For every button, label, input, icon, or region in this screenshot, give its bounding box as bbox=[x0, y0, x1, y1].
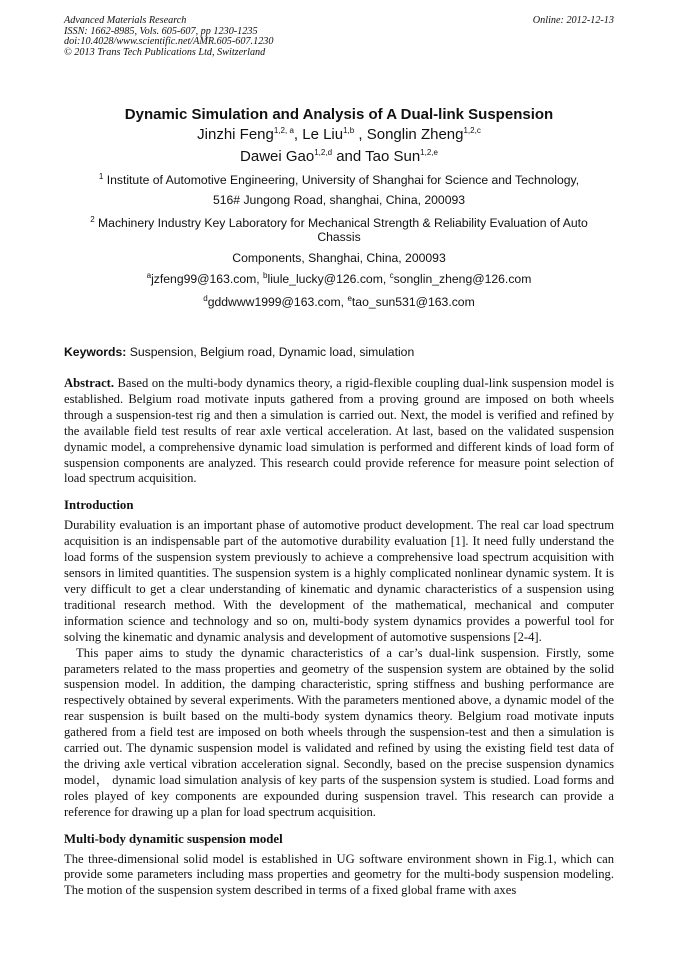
authors-line-1 bbox=[64, 124, 614, 146]
author-name: Dawei Gao bbox=[240, 148, 315, 165]
online-date: Online: 2012-12-13 bbox=[532, 15, 614, 26]
affiliation-address: Components, Shanghai, China, 200093 bbox=[232, 251, 446, 265]
author-sup: 1,2, a bbox=[273, 126, 294, 135]
author-sup: 1,2,c bbox=[463, 126, 481, 135]
affiliation-sup: 2 bbox=[90, 214, 95, 224]
email: jzfeng99@163.com, bbox=[151, 272, 264, 286]
email-sup: b bbox=[263, 270, 268, 280]
affiliation-text-cont: Chassis bbox=[317, 230, 361, 244]
keywords-label: Keywords: bbox=[64, 345, 127, 359]
journal-header bbox=[64, 16, 614, 58]
abstract-label: Abstract. bbox=[64, 376, 115, 390]
doi-line: doi:10.4028/www.scientific.net/AMR.605-607.1230 bbox=[64, 36, 274, 47]
abstract bbox=[64, 376, 614, 487]
email: tao_sun531@163.com bbox=[351, 295, 475, 309]
email-sup: c bbox=[389, 270, 394, 280]
author-name: , Le Liu bbox=[293, 126, 344, 143]
affiliation-text: Machinery Industry Key Laboratory for Mechanical Strength & Reliability Evaluation of Auto bbox=[94, 216, 588, 230]
emails-line-2 bbox=[64, 291, 614, 314]
author-name: and Tao Sun bbox=[332, 148, 421, 165]
email-sup: a bbox=[146, 270, 152, 280]
email: liule_lucky@126.com, bbox=[267, 272, 390, 286]
affiliation-address: 516# Jungong Road, shanghai, China, 200093 bbox=[212, 193, 466, 207]
abstract-text: Based on the multi-body dynamics theory, a rigid-flexible coupling dual-link suspension model is established. Belgium road motivate inputs gathered from a proving ground are imposed on both wheels through a suspension-test rig and then a simulation is carried out. Next, the model is verified and refined by the available field test results of rear axle vertical acceleration. At last, based on the validated suspension dynamic model, a comprehensive dynamic load simulation is performed and different kinds of load form of suspension components are analyzed. This research could provide reference for measure point selection of load spectrum acquisition. bbox=[64, 376, 614, 486]
keywords bbox=[64, 344, 614, 360]
email-sup: e bbox=[347, 293, 352, 303]
issn-line: ISSN: 1662-8985, Vols. 605-607, pp 1230-1235 bbox=[64, 25, 258, 37]
keywords-text: Suspension, Belgium road, Dynamic load, simulation bbox=[126, 345, 415, 359]
copyright-line: © 2013 Trans Tech Publications Ltd, Switzerland bbox=[64, 46, 266, 58]
affiliation-1 bbox=[64, 170, 614, 210]
section-heading-model: Multi-body dynamitic suspension model bbox=[64, 831, 283, 846]
section-heading-introduction: Introduction bbox=[64, 498, 134, 513]
affiliation-text: Institute of Automotive Engineering, University of Shanghai for Science and Technology, bbox=[103, 173, 580, 187]
journal-name: Advanced Materials Research bbox=[64, 15, 187, 26]
email: gddwww1999@163.com, bbox=[207, 295, 348, 309]
affiliation-sup: 1 bbox=[98, 171, 104, 181]
intro-paragraph-1: Durability evaluation is an important phase of automotive product development. The real car load spectrum acquisition is an indispensable part of the automotive durability evaluation [1]. It need fully understand the load forms of the suspension system previously to achieve a comprehensive load spectrum acquisition with sensors in limited quantities. The suspension system is a highly complicated nonlinear dynamic system. It is very difficult to get a clear understanding of kinematic and dynamic characteristics of a suspension using traditional research method. With the development of the mathematical, mechanical and computer information science and technology and so on, multi-body system dynamics provides a powerful tool for solving the kinematic and dynamic analysis and development of automotive suspensions [2-4]. bbox=[64, 518, 614, 644]
author-name: , Songlin Zheng bbox=[354, 126, 464, 143]
author-name: Jinzhi Feng bbox=[197, 126, 274, 143]
paper-title: Dynamic Simulation and Analysis of A Dual-link Suspension bbox=[124, 106, 554, 123]
authors-line-2 bbox=[64, 146, 614, 168]
affiliation-2 bbox=[64, 212, 614, 268]
email: songlin_zheng@126.com bbox=[393, 272, 532, 286]
intro-paragraph-2: This paper aims to study the dynamic characteristics of a car’s dual-link suspension. Firstly, some parameters related to the mass properties and geometry of the suspension system are obtained by the solid suspension model. In addition, the damping characteristic, spring stiffness and bushing performance are respectively obtained by several experiments. With the parameters mentioned above, a dynamic model of the rear suspension is built based on the multi-body system dynamics theory. Belgium road motivate inputs gathered from a field test are imposed on both wheels through the suspension-test and then a simulation is carried out. The dynamic suspension model is validated and refined by using the existing field test data of the driving axle vertical vibration acceleration signal. Secondly, based on the precise suspension dynamics model， dynamic load simulation analysis of key parts of the suspension system is studied. Load forms and roles played of key components are expounded during suspension travel. This research can provide a reference for drawing up a plan for load spectrum acquisition. bbox=[64, 645, 614, 819]
title-block bbox=[64, 105, 614, 314]
emails-line-1 bbox=[64, 268, 614, 291]
email-sup: d bbox=[203, 293, 208, 303]
model-paragraph-1: The three-dimensional solid model is established in UG software environment shown in Fig.1, which can provide some parameters including mass properties and geometry for the multi-body suspension modeling. The motion of the suspension system described in terms of a fixed global frame with axes bbox=[64, 851, 614, 898]
author-sup: 1,2,e bbox=[420, 148, 438, 157]
author-sup: 1,2,d bbox=[314, 148, 333, 157]
author-sup: 1,b bbox=[343, 126, 355, 135]
